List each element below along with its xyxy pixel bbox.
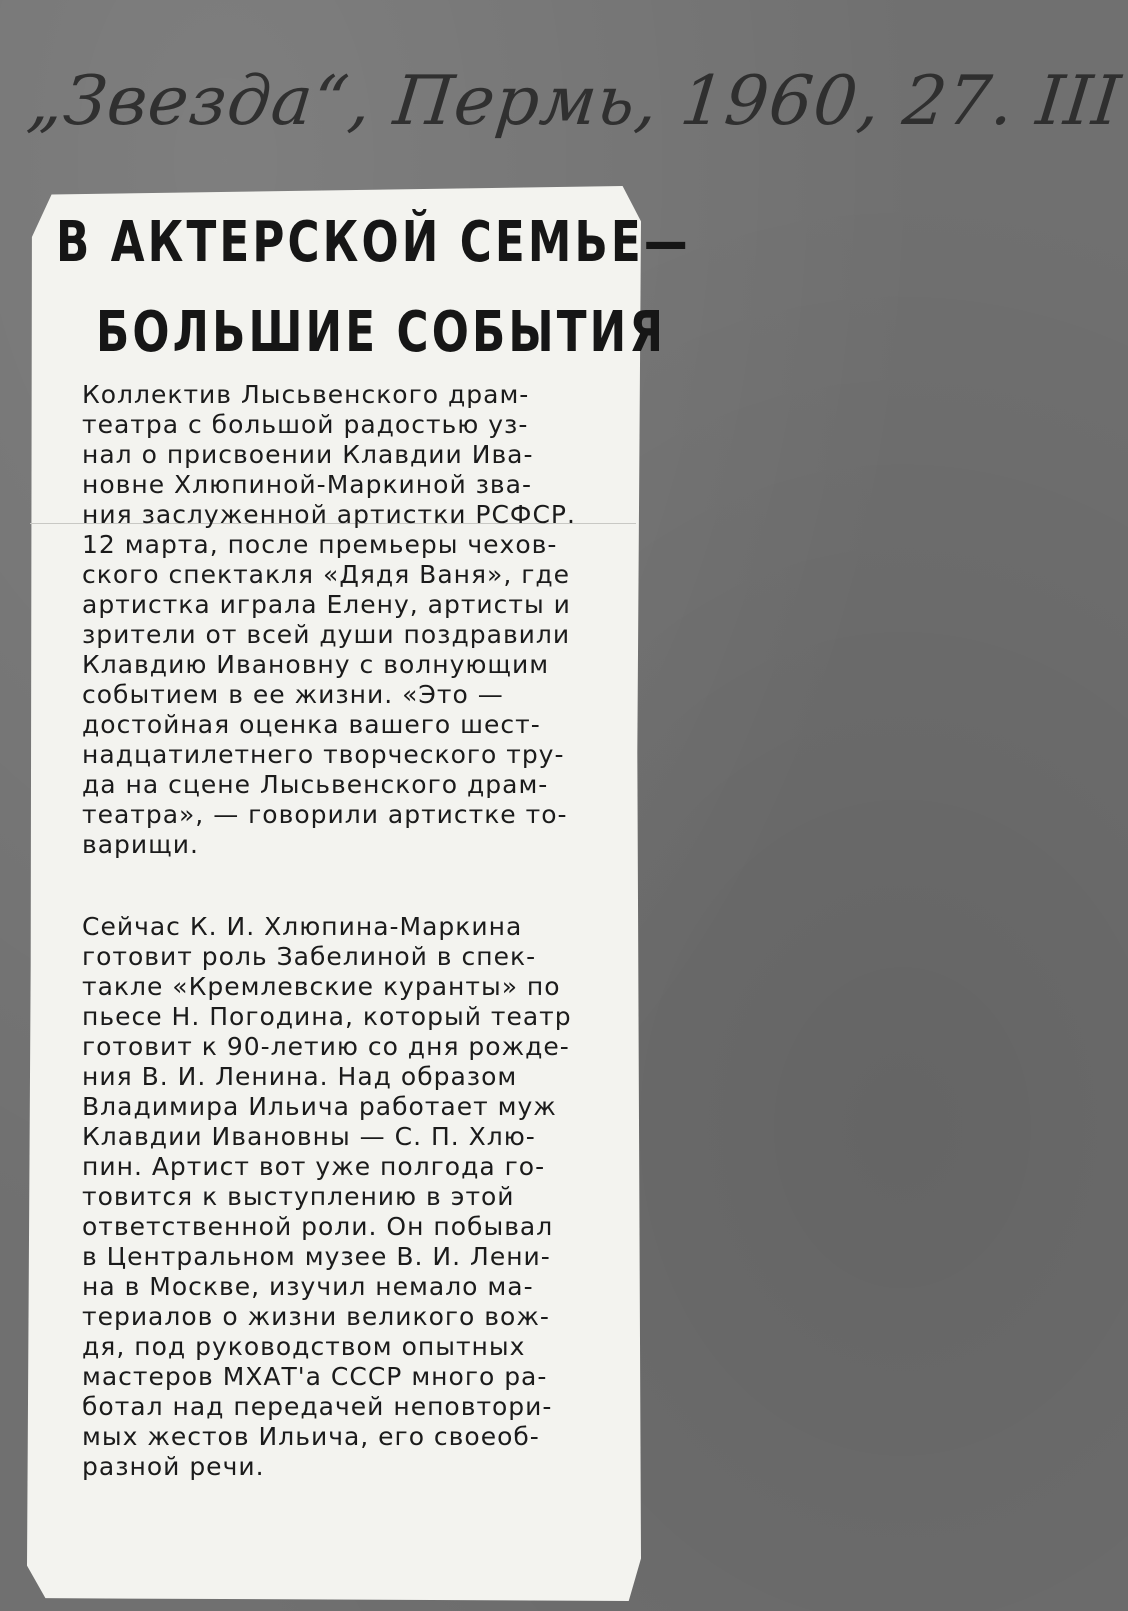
headline-line-2: БОЛЬШИЕ СОБЫТИЯ — [96, 300, 667, 365]
headline-line-1: В АКТЕРСКОЙ СЕМЬЕ— — [56, 210, 691, 275]
article-paragraph-1: Коллектив Лысьвенского драм- театра с большой радостью уз- нал о присвоении Клавдии Ива- новне Хлюпиной-Маркиной зва- ния заслуженной артистки РСФСР. 12 марта, после премьеры чехов- ского спектакля «Дядя Ваня», где артистка играла Елену, артисты и зрители от всей души поздравили Клавдию Ивановну с волнующим событием в ее жизни. «Это — достойная оценка вашего шест- надцатилетнего творческого тру- да на сцене Лысьвенского драм- театра», — говорили артистке то- варищи. — [82, 380, 576, 859]
article-paragraph-2: Сейчас К. И. Хлюпина-Маркина готовит роль Забелиной в спек- такле «Кремлевские куранты» по пьесе Н. Погодина, который театр готовит к 90-летию со дня рожде- ния В. И. Ленина. Над образом Владимира Ильича работает муж Клавдии Ивановны — С. П. Хлю- пин. Артист вот уже полгода го- товится к выступлению в этой ответственной роли. Он побывал в Центральном музее В. И. Лени- на в Москве, изучил немало ма- териалов о жизни великого вож- дя, под руководством опытных мастеров МХАТ'а СССР много ра- ботал над передачей неповтори- мых жестов Ильича, его своеоб- разной речи. — [82, 912, 572, 1481]
handwritten-source-note: „Звезда“, Пермь, 1960, 27. III — [23, 62, 1125, 141]
